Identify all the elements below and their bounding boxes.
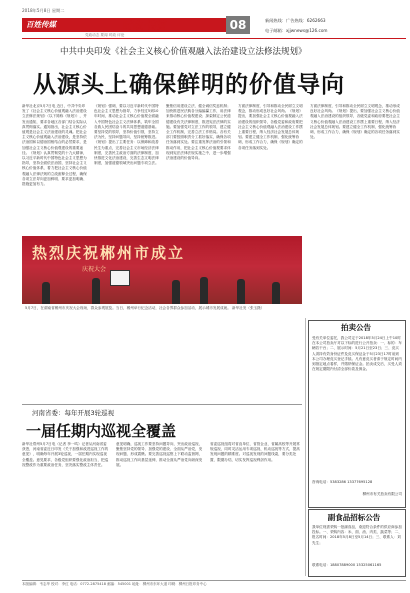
main-article-col-4: 方面法律制度，引导和推动全民树立文明观念，推动形成良好社会风尚。《规划》提出，要加强社会主义核心价值观融入法治建设的组织领导，各级党委和政府要把社会主义核心价值观融入法治建设工作摆上重要日程，纳入经济社会发展总体规划。要建立健全工作机制，强化统筹协调，形成工作合力，确保《规划》确定的各项任务落到实处。 xyxy=(238,104,303,150)
main-kicker: 中共中央印发《社会主义核心价值观融入法治建设立法修法规划》 xyxy=(60,47,307,57)
agent-heading: 副食品招标公告 xyxy=(327,513,381,522)
date-line: 2018年5月8日 星期二 xyxy=(22,8,65,13)
hotline: 新闻热线：广告热线：6262663 xyxy=(265,18,326,23)
photo-display-board xyxy=(110,270,130,286)
section-subtitle: 党政动态 要闻 时政 评论 xyxy=(85,33,125,37)
sub-article-col-3: 省委巡视组将对省直单位、省管企业、省属高校等开展常规巡视，同时灵活运用专项巡视、机动巡视等方式，提高发现问题的精准度。对巡视发现的问题线索，要分类处置、限期办结，切实发挥巡视利剑作用。 xyxy=(210,442,300,462)
news-photo xyxy=(22,236,302,304)
sub-article-kicker: 河南省委：每年开展3轮巡视 xyxy=(32,409,115,417)
main-article-col-2: 《规划》强调，要以习近平新时代中国特色社会主义思想为指导，力争经过5到10年时间，推动社会主义核心价值观全面融入中国特色社会主义法律体系，筑牢全国各族人民团结奋斗的共同思想道德基础。要坚持党的领导，坚持价值引领，坚持立法为民，坚持问题导向，坚持统筹推进。《规划》提出了主要任务：以保障和改善民生为重点，完善社会主义市场经济法律制度，完善民主政治方面的法律制度，加快推进文化法治建设，完善生态文明法律制度，加强道德领域突出问题专项立法。 xyxy=(94,104,159,166)
sub-article-title: 一届任期内巡视全覆盖 xyxy=(26,422,177,440)
main-article-col-5: 方面法律制度，引导和推动全民树立文明观念，推动形成良好社会风尚。《规划》提出，要加强社会主义核心价值观融入法治建设的组织领导，各级党委和政府要把社会主义核心价值观融入法治建设工作摆上重要日程，纳入经济社会发展总体规划。要建立健全工作机制，强化统筹协调，形成工作合力，确保《规划》确定的各项任务落到实处。 xyxy=(310,104,400,140)
agent-body: 我单位现需采购一批副食品，欢迎符合条件的供应商参加投标。一、采购内容：米、面、油、肉类、蔬菜等；二、报名时间：2018年5月8日至5月14日；三、联系人：刘先生； xyxy=(312,525,402,545)
photo-person xyxy=(92,278,100,304)
masthead-divider xyxy=(22,38,406,39)
auction-body: 受有关单位委托，我公司定于2018年5月24日上午10时在本公司拍卖厅对以下标的进行公开拍卖：一、标的：车辆若干台；二、展示时间：5月21日至23日；三、竞买人须持有效身份证件及竞买保证金于5月23日17时前到本公司办理竞买登记手续。凡有意竞买者请于规定时间内到指定地点看样，并缴纳保证金。拍卖成交后，买受人须在规定期限内付清全部价款及佣金。 xyxy=(312,336,402,372)
section-logo: 百姓传媒 xyxy=(26,20,56,29)
photo-credit: 新华社发（张玉摄） xyxy=(231,306,265,310)
email: 电子邮箱：xjjwnews@126.com xyxy=(265,28,328,33)
photo-banner: 热烈庆祝郴州市成立 xyxy=(32,244,186,262)
auction-contact: 咨询电话：5383286 13377695128 xyxy=(312,480,373,484)
column-divider xyxy=(305,318,306,576)
photo-person xyxy=(237,279,245,304)
photo-person xyxy=(172,280,180,304)
photo-caption-text: 5月7日，在湖南省郴州市庆祝大会现场，群众参观展览。当日，郴州举行纪念活动，社会各界群众参加活动，展示城市发展成就。 xyxy=(25,306,231,310)
photo-person xyxy=(200,277,208,304)
photo-caption xyxy=(25,306,295,311)
page-footer: 本版编辑：韦志华 校对：李红 电话：0772-2875418 邮编：545001 地址：柳州市东环大道 印刷：柳州日报印务中心 xyxy=(22,580,406,587)
sub-article-col-2: 意见明确，巡视工作要坚持问题导向，突出政治巡视，聚焦坚持党的领导、加强党的建设、全面从严治党，发现问题、形成震慑。要完善巡视巡察上下联动监督网，推动巡视工作向基层延伸，推动全面从严治党向纵深发展。 xyxy=(116,442,203,467)
sub-article-divider xyxy=(22,404,302,405)
agent-phone: 联系电话：18807889000 15325061165 xyxy=(312,563,382,567)
section-number: 08 xyxy=(226,16,250,34)
photo-person xyxy=(272,282,280,304)
auction-heading: 拍卖公告 xyxy=(341,323,371,332)
main-headline: 从源头上确保鲜明的价值导向 xyxy=(33,71,345,98)
photo-banner-sub: 庆祝大会 xyxy=(82,266,107,273)
auction-company: 柳州市有关拍卖有限公司 xyxy=(362,492,402,496)
photo-person xyxy=(42,282,50,304)
main-article-col-3: 聚焦信用建设立法、健全诚信奖惩机制；加快推进民法典各分编编纂工作，用法律来推动核心价值观建设；探索制定公民道德建设有关法律制度，推进宪法法律的实施。要加强党对立法工作的领导，建立健全工作机制，完善立法工作格局。各有关部门要按照职责分工抓好落实，确保各项任务落到实处。要注重发挥法治的引领和推动作用，把社会主义核心价值观要求体现到宪法法律法规实施之中，进一步增强法治建设的价值导向。 xyxy=(166,104,231,161)
sub-article-col-1: 新华社郑州5月7日电（记者 李一鸣）记者从河南省委获悉，河南省委近日印发《关于加强和改进巡视工作的意见》，明确每年开展3轮巡视，一届任期内实现巡视全覆盖。意见要求，各级党组织要强化政治担当，把巡视整改作为重要政治任务，坚决落实整改主体责任。 xyxy=(22,442,109,467)
main-article-col-1: 新华社北京5月7日电 近日，中共中央印发了《社会主义核心价值观融入法治建设立法修法规划》（以下简称《规划》），并发出通知，要求各地区各部门结合实际认真贯彻落实。通知指出，社会主义核心价值观是社会主义法治建设的灵魂。把社会主义核心价值观融入法治建设，是坚持依法治国和以德治国相结合的必然要求，是加强社会主义核心价值观建设的重要途径。《规划》认真贯彻党的十九大精神，以习近平新时代中国特色社会主义思想为指导，坚持全面依法治国，坚持社会主义核心价值体系，着力把社会主义核心价值观融入法律法规的立改废释全过程，确保各项立法导向更加鲜明、要求更加明确、措施更加有力。 xyxy=(22,104,87,187)
section-title: 时政·博览 xyxy=(123,21,167,32)
